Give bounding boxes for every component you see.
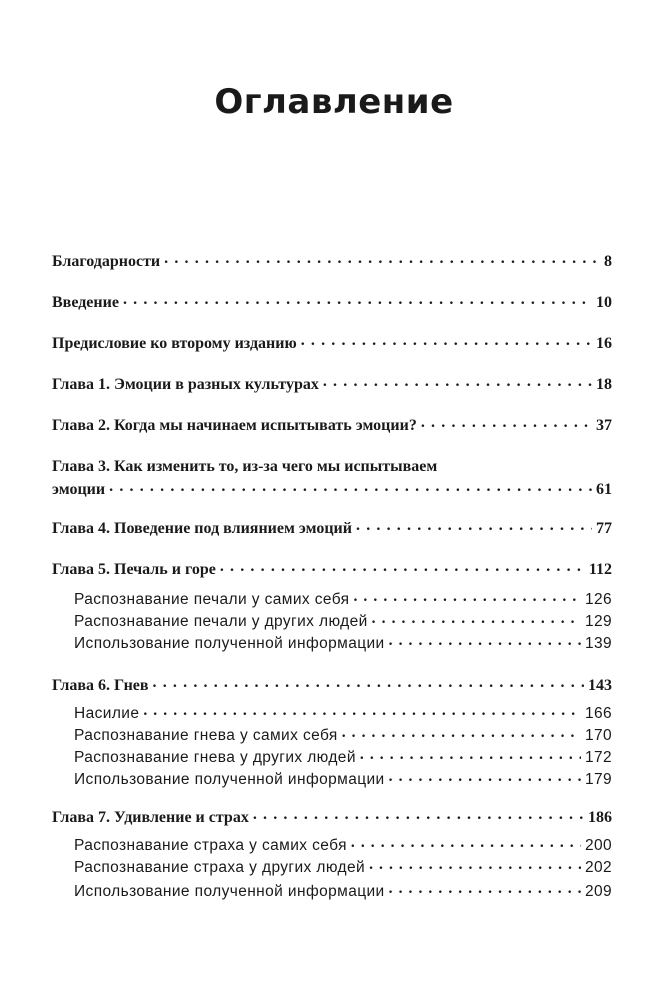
toc-entry-page: 179 bbox=[584, 771, 612, 788]
toc-entry-page: 61 bbox=[596, 481, 612, 498]
toc-subentry[interactable] bbox=[74, 725, 612, 747]
dot-leader bbox=[389, 639, 581, 649]
toc-entry-page: 77 bbox=[596, 520, 612, 537]
toc-entry-title: Распознавание страха у самих себя bbox=[74, 837, 347, 854]
toc-entry-page: 186 bbox=[588, 809, 612, 826]
dot-leader bbox=[123, 298, 592, 308]
toc-entry-acknowledgements[interactable] bbox=[52, 251, 612, 273]
toc-subentry[interactable] bbox=[74, 633, 612, 655]
dot-leader bbox=[253, 813, 584, 823]
toc-entry-chapter-3-line1[interactable]: Глава 3. Как изменить то, из-за чего мы испытываем bbox=[52, 458, 438, 475]
toc-entry-title: Распознавание гнева у самих себя bbox=[74, 727, 338, 744]
dot-leader bbox=[109, 485, 592, 495]
toc-entry-title: Распознавание гнева у других людей bbox=[74, 749, 356, 766]
dot-leader bbox=[351, 841, 581, 851]
dot-leader bbox=[389, 887, 581, 897]
toc-entry-chapter-1[interactable] bbox=[52, 374, 612, 396]
toc-entry-title: Распознавание печали у самих себя bbox=[74, 591, 350, 608]
dot-leader bbox=[143, 709, 581, 719]
dot-leader bbox=[356, 524, 592, 534]
toc-entry-page: 139 bbox=[584, 635, 612, 652]
toc-entry-chapter-2[interactable] bbox=[52, 415, 612, 437]
toc-subentry[interactable] bbox=[74, 835, 612, 857]
dot-leader bbox=[153, 681, 584, 691]
toc-subentry[interactable] bbox=[74, 747, 612, 769]
toc-subentry[interactable] bbox=[74, 881, 612, 903]
toc-subentry[interactable] bbox=[74, 769, 612, 791]
toc-entry-title: Использование полученной информации bbox=[74, 635, 385, 652]
dot-leader bbox=[164, 257, 600, 267]
toc-entry-page: 126 bbox=[584, 591, 612, 608]
toc-entry-page: 172 bbox=[584, 749, 612, 766]
dot-leader bbox=[342, 731, 581, 741]
dot-leader bbox=[369, 863, 581, 873]
toc-entry-page: 170 bbox=[584, 727, 612, 744]
toc-entry-title: эмоции bbox=[52, 481, 106, 498]
toc-entry-chapter-6[interactable] bbox=[52, 675, 612, 697]
toc-entry-page: 200 bbox=[584, 837, 612, 854]
toc-entry-title: Распознавание печали у других людей bbox=[74, 613, 368, 630]
toc-entry-page: 8 bbox=[604, 253, 612, 270]
toc-subentry[interactable] bbox=[74, 703, 612, 725]
toc-entry-title: Насилие bbox=[74, 705, 140, 722]
toc-entry-page: 143 bbox=[588, 677, 612, 694]
toc-entry-title: Предисловие ко второму изданию bbox=[52, 335, 297, 352]
toc-entry-page: 129 bbox=[584, 613, 612, 630]
toc-entry-title: Глава 2. Когда мы начинаем испытывать эмоции? bbox=[52, 417, 417, 434]
toc-entry-title: Глава 5. Печаль и горе bbox=[52, 561, 216, 578]
toc-entry-page: 112 bbox=[588, 561, 612, 578]
dot-leader bbox=[301, 339, 592, 349]
dot-leader bbox=[372, 617, 581, 627]
toc-subentry[interactable] bbox=[74, 857, 612, 879]
toc-entry-page: 166 bbox=[584, 705, 612, 722]
toc-entry-title: Глава 1. Эмоции в разных культурах bbox=[52, 376, 319, 393]
dot-leader bbox=[421, 421, 592, 431]
dot-leader bbox=[323, 380, 592, 390]
toc-entry-title: Распознавание страха у других людей bbox=[74, 859, 366, 876]
toc-subentry[interactable] bbox=[74, 611, 612, 633]
toc-entry-page: 16 bbox=[596, 335, 612, 352]
toc-entry-title: Благодарности bbox=[52, 253, 161, 270]
toc-entry-title: Глава 4. Поведение под влиянием эмоций bbox=[52, 520, 352, 537]
toc-entry-chapter-5[interactable] bbox=[52, 559, 612, 581]
toc-entry-page: 10 bbox=[596, 294, 612, 311]
dot-leader bbox=[353, 595, 580, 605]
toc-entry-chapter-7[interactable] bbox=[52, 807, 612, 829]
toc-entry-title: Введение bbox=[52, 294, 119, 311]
toc-entry-page: 18 bbox=[596, 376, 612, 393]
toc-entry-chapter-3[interactable] bbox=[52, 479, 612, 501]
toc-entry-page: 209 bbox=[584, 883, 612, 900]
toc-entry-title: Глава 7. Удивление и страх bbox=[52, 809, 249, 826]
toc-entry-title: Использование полученной информации bbox=[74, 771, 385, 788]
toc-entry-preface[interactable] bbox=[52, 333, 612, 355]
toc-subentry[interactable] bbox=[74, 589, 612, 611]
toc-entry-chapter-4[interactable] bbox=[52, 518, 612, 540]
dot-leader bbox=[220, 565, 585, 575]
page-title: Оглавление bbox=[214, 82, 454, 122]
toc-entry-introduction[interactable] bbox=[52, 292, 612, 314]
toc-entry-title: Использование полученной информации bbox=[74, 883, 385, 900]
dot-leader bbox=[360, 753, 581, 763]
toc-entry-page: 202 bbox=[584, 859, 612, 876]
dot-leader bbox=[389, 775, 581, 785]
toc-entry-title: Глава 6. Гнев bbox=[52, 677, 149, 694]
toc-entry-page: 37 bbox=[596, 417, 612, 434]
